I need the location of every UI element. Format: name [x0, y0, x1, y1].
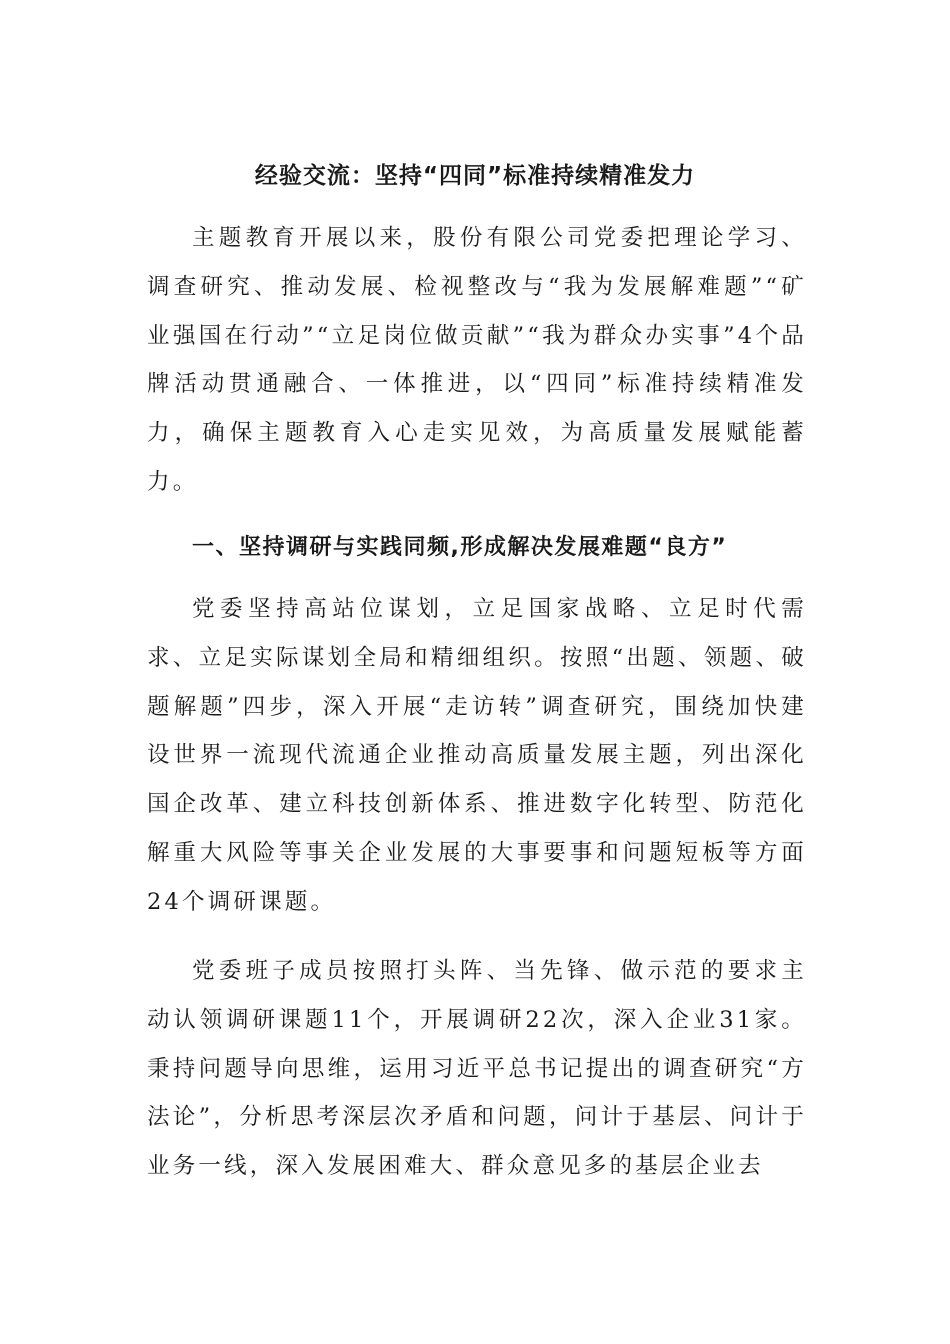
- document-title: 经验交流：坚持“四同”标准持续精准发力: [254, 163, 696, 189]
- intro-paragraph: 主题教育开展以来，股份有限公司党委把理论学习、调查研究、推动发展、检视整改与“我为发展解难题”“矿业强国在行动”“立足岗位做贡献”“我为群众办实事”4个品牌活动贯通融合、一体推进，以“四同”标准持续精准发力，确保主题教育入心走实见效，为高质量发展赋能蓄力。: [147, 225, 807, 495]
- body-paragraph: 党委班子成员按照打头阵、当先锋、做示范的要求主动认领调研课题11个，开展调研22次，深入企业31家。秉持问题导向思维，运用习近平总书记提出的调查研究“方法论”，分析思考深层次矛盾和问题，问计于基层、问计于业务一线，深入发展困难大、群众意见多的基层企业去: [147, 958, 807, 1180]
- body-paragraph: 党委坚持高站位谋划，立足国家战略、立足时代需求、立足实际谋划全局和精细组织。按照“出题、领题、破题解题”四步，深入开展“走访转”调查研究，围绕加快建设世界一流现代流通企业推动高质量发展主题，列出深化国企改革、建立科技创新体系、推进数字化转型、防范化解重大风险等事关企业发展的大事要事和问题短板等方面24个调研课题。: [147, 596, 807, 915]
- section-heading: 一、坚持调研与实践同频,形成解决发展难题“良方”: [192, 535, 728, 560]
